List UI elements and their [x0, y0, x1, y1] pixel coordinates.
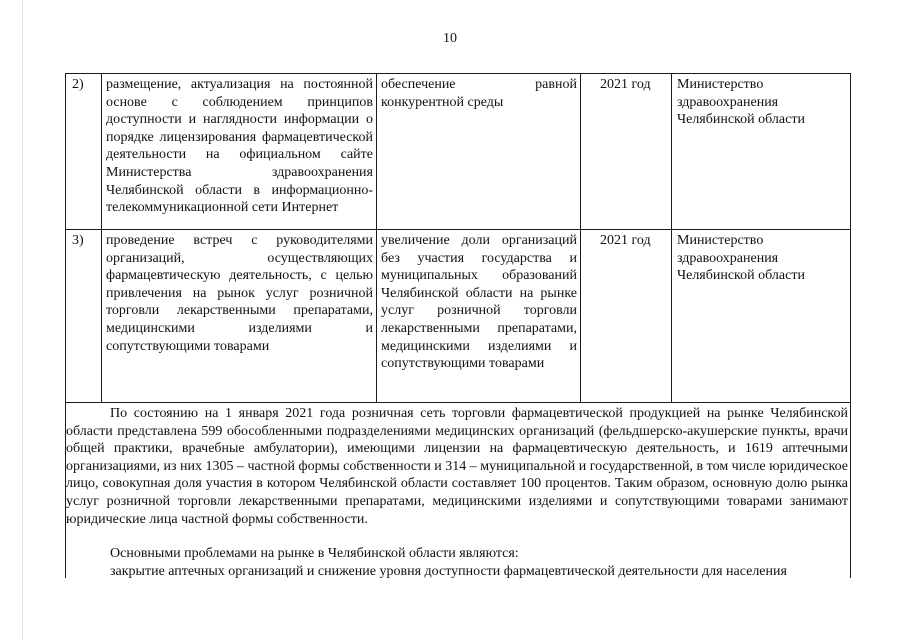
page-number: 10 — [443, 31, 457, 46]
paragraph-problem-item: закрытие аптечных организаций и снижение уровня доступности фармацевтической деятельности для населения — [110, 564, 787, 579]
year-cell: 2021 год — [600, 233, 651, 248]
year-cell: 2021 год — [600, 77, 651, 92]
responsible-cell: Министерство здравоохранения Челябинской области — [677, 233, 805, 284]
row-number: 2) — [72, 77, 84, 92]
result-cell: увеличение доли организаций без участия государства и муниципальных образований Челябинской области на рынке услуг розничной торговли лекарственными препаратами, медицинскими изделиями и сопутствующими товарами — [381, 233, 577, 372]
result-cell: обеспечение равной конкурентной среды — [381, 77, 577, 110]
paragraph-problems-intro: Основными проблемами на рынке в Челябинской области являются: — [110, 546, 519, 561]
measure-cell: размещение, актуализация на постоянной основе с соблюдением принципов доступности и наглядности информации о порядке лицензирования фармацевтической деятельности на официальном сайте Министерства здравоохранения Челябинской области в информационно-телекоммуникационной сети Интернет — [106, 77, 373, 216]
measure-cell: проведение встреч с руководителями организаций, осуществляющих фармацевтическую деятельность, с целью привлечения на рынок услуг розничной торговли лекарственными препаратами, медицинскими изделиями и сопутствующими товарами — [106, 233, 373, 354]
responsible-cell: Министерство здравоохранения Челябинской области — [677, 77, 805, 128]
paragraph-retail-network: По состоянию на 1 января 2021 года розничная сеть торговли фармацевтической продукцией на рынке Челябинской области представлена 599 обособленными подразделениями медицинских организаций (фельдшерско-акушерские пункты, врачи общей практики, врачебные амбулатории), имеющими лицензии на фармацевтическую деятельность, и 1619 аптечными организациями, из них 1305 – частной формы собственности и 314 – муниципальной и государственной, в том числе юридическое лицо, совокупная доля участия в котором Челябинской области составляет 100 процентов. Таким образом, основную долю рынка услуг розничной торговли лекарственными препаратами, медицинскими изделиями и сопутствующими товарами занимают юридические лица частной формы собственности. — [66, 406, 848, 527]
row-number: 3) — [72, 233, 84, 248]
